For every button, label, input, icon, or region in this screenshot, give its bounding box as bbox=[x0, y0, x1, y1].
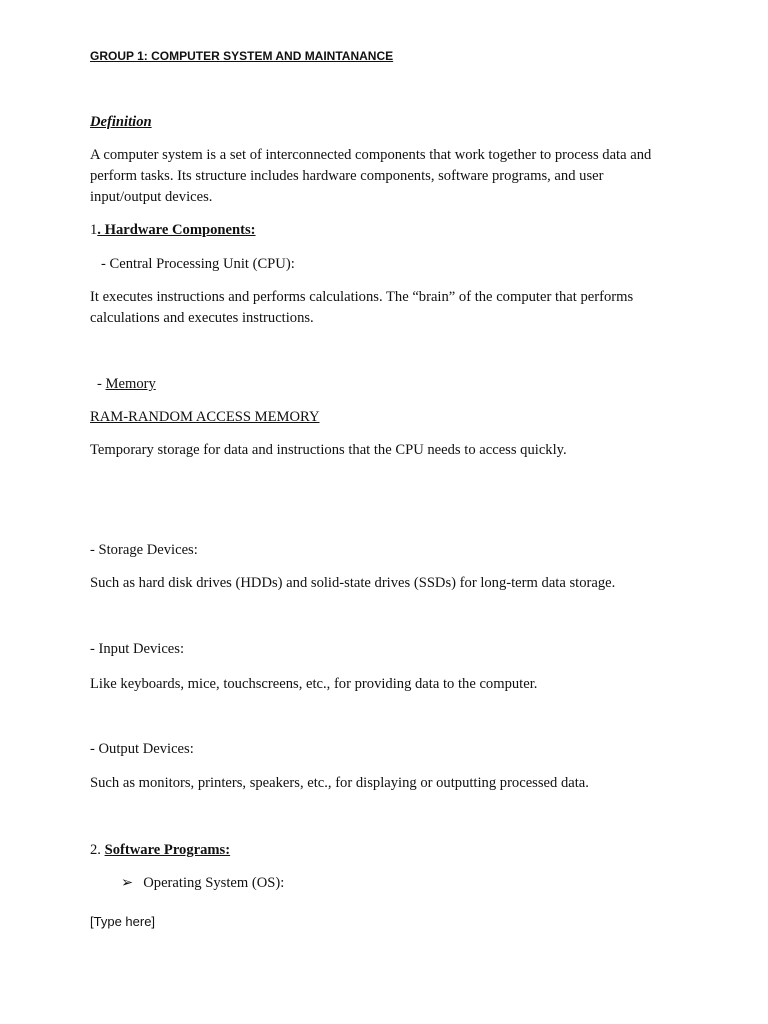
software-heading: Software Programs: bbox=[104, 842, 231, 858]
memory-heading: Memory bbox=[105, 376, 156, 392]
memory-heading-line bbox=[97, 374, 156, 395]
definition-line-1: A computer system is a set of interconnected components that work together to process data and bbox=[90, 147, 652, 163]
ram-text: Temporary storage for data and instructions that the CPU needs to access quickly. bbox=[90, 442, 567, 458]
definition-heading: Definition bbox=[90, 114, 152, 130]
storage-heading: - Storage Devices: bbox=[90, 542, 198, 558]
os-list-item bbox=[121, 873, 284, 894]
hardware-number: 1 bbox=[90, 222, 98, 238]
footer-placeholder: [Type here] bbox=[90, 914, 156, 929]
hardware-heading-line bbox=[90, 220, 256, 241]
cpu-heading: - Central Processing Unit (CPU): bbox=[101, 256, 295, 272]
hardware-heading: . Hardware Components: bbox=[97, 222, 256, 238]
cpu-text-line-2: calculations and executes instructions. bbox=[90, 310, 314, 326]
ram-heading: RAM-RANDOM ACCESS MEMORY bbox=[90, 409, 320, 425]
storage-text: Such as hard disk drives (HDDs) and solid-state drives (SSDs) for long-term data storage. bbox=[90, 575, 616, 591]
output-heading: - Output Devices: bbox=[90, 741, 194, 757]
os-item-label: Operating System (OS): bbox=[143, 875, 285, 891]
software-number: 2. bbox=[90, 842, 105, 858]
arrow-bullet-icon: ➢ bbox=[121, 875, 134, 891]
output-text: Such as monitors, printers, speakers, etc., for displaying or outputting processed data. bbox=[90, 775, 589, 791]
definition-line-3: input/output devices. bbox=[90, 189, 213, 205]
definition-line-2: perform tasks. Its structure includes hardware components, software programs, and user bbox=[90, 168, 604, 184]
memory-dash: - bbox=[97, 376, 106, 392]
input-heading: - Input Devices: bbox=[90, 641, 185, 657]
cpu-text-line-1: It executes instructions and performs calculations. The “brain” of the computer that performs bbox=[90, 289, 634, 305]
input-text: Like keyboards, mice, touchscreens, etc., for providing data to the computer. bbox=[90, 676, 538, 692]
document-title: GROUP 1: COMPUTER SYSTEM AND MAINTANANCE bbox=[90, 49, 394, 63]
software-heading-line bbox=[90, 840, 230, 861]
